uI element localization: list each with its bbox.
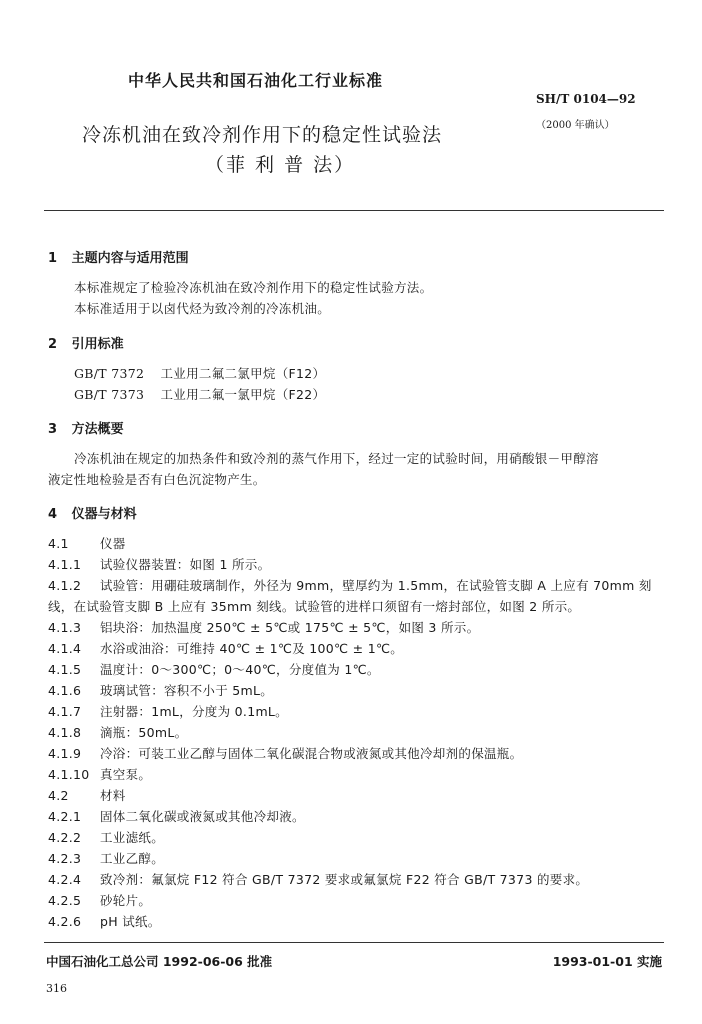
clause-text: 工业滤纸。 — [100, 830, 165, 845]
standard-code: SH/T 0104—92 — [536, 92, 636, 106]
clause-4-1-7 — [48, 702, 288, 720]
clause-4-1-3 — [48, 618, 479, 636]
clause-number: 4.1.4 — [48, 641, 82, 656]
clause-4-2-6 — [48, 912, 161, 930]
clause-4-1-5 — [48, 660, 380, 678]
clause-text: 滴瓶：50mL。 — [100, 725, 188, 740]
clause-4-2-5 — [48, 891, 151, 909]
confirmation-note: （2000 年确认） — [536, 120, 615, 131]
clause-number: 4.2.1 — [48, 809, 82, 824]
clause-text: 工业乙醇。 — [100, 851, 165, 866]
clause-number: 4.2.5 — [48, 893, 82, 908]
section-2-heading — [48, 333, 124, 352]
section-title: 主题内容与适用范围 — [71, 251, 189, 266]
reference-item — [74, 364, 325, 382]
clause-text: 试验管：用硼硅玻璃制作，外径为 9mm，壁厚约为 1.5mm，在试验管支脚 A 上应有 70mm 刻 — [100, 578, 652, 593]
clause-4-2-3 — [48, 849, 164, 867]
clause-4-2-1 — [48, 807, 305, 825]
reference-title: 工业用二氟一氯甲烷（F22） — [160, 387, 326, 402]
section-title: 引用标准 — [71, 337, 124, 352]
approval-line: 中国石油化工总公司 1992-06-06 批准 — [46, 954, 273, 969]
clause-4-1-6 — [48, 681, 273, 699]
section-title: 仪器与材料 — [71, 507, 137, 522]
clause-number: 4.1.10 — [48, 767, 90, 782]
clause-number: 4.1 — [48, 536, 69, 551]
reference-code: GB/T 7373 — [74, 387, 145, 402]
document-title: 冷冻机油在致冷剂作用下的稳定性试验法 — [82, 124, 443, 146]
clause-4-1-10 — [48, 765, 151, 783]
clause-number: 4.2.6 — [48, 914, 82, 929]
issuer-title: 中华人民共和国石油化工行业标准 — [128, 71, 384, 90]
clause-4-1-1 — [48, 555, 270, 573]
section-number: 4 — [48, 507, 58, 522]
reference-title: 工业用二氟二氯甲烷（F12） — [160, 366, 326, 381]
clause-number: 4.2.4 — [48, 872, 82, 887]
clause-text: 仪器 — [100, 536, 126, 551]
section-number: 1 — [48, 251, 58, 266]
footer-rule — [44, 942, 664, 943]
clause-4-1-8 — [48, 723, 187, 741]
clause-text: 水浴或油浴：可维持 40℃ ± 1℃及 100℃ ± 1℃。 — [100, 641, 404, 656]
reference-code: GB/T 7372 — [74, 366, 145, 381]
section-3-heading — [48, 418, 124, 437]
document-subtitle: （菲 利 普 法） — [205, 154, 356, 176]
clause-text: 试验仪器装置：如图 1 所示。 — [100, 557, 271, 572]
clause-number: 4.1.7 — [48, 704, 82, 719]
paragraph: 液定性地检验是否有白色沉淀物产生。 — [48, 472, 266, 487]
page-number: 316 — [46, 982, 67, 995]
paragraph: 本标准规定了检验冷冻机油在致冷剂作用下的稳定性试验方法。 — [74, 280, 433, 295]
clause-text: 真空泵。 — [100, 767, 152, 782]
header-rule — [44, 210, 664, 211]
clause-text: 线，在试验管支脚 B 上应有 35mm 刻线。试验管的进样口须留有一熔封部位，如图 2 所示。 — [48, 599, 581, 614]
clause-number: 4.1.9 — [48, 746, 82, 761]
clause-text: 玻璃试管：容积不小于 5mL。 — [100, 683, 274, 698]
clause-number: 4.1.6 — [48, 683, 82, 698]
clause-text: 砂轮片。 — [100, 893, 152, 908]
clause-number: 4.1.3 — [48, 620, 82, 635]
clause-4-1-2-continued — [48, 597, 580, 615]
clause-text: pH 试纸。 — [100, 914, 161, 929]
clause-text: 材料 — [100, 788, 126, 803]
clause-4-2-2 — [48, 828, 164, 846]
clause-number: 4.1.8 — [48, 725, 82, 740]
paragraph: 本标准适用于以卤代烃为致冷剂的冷冻机油。 — [74, 301, 331, 316]
implementation-date: 1993-01-01 实施 — [552, 954, 662, 969]
clause-4-1-4 — [48, 639, 403, 657]
clause-number: 4.1.2 — [48, 578, 82, 593]
paragraph: 冷冻机油在规定的加热条件和致冷剂的蒸气作用下，经过一定的试验时间，用硝酸银－甲醇溶 — [74, 451, 599, 466]
clause-number: 4.1.1 — [48, 557, 82, 572]
section-number: 2 — [48, 337, 58, 352]
clause-number: 4.2.2 — [48, 830, 82, 845]
clause-4-1-9 — [48, 744, 522, 762]
clause-4-1-2 — [48, 576, 652, 594]
clause-text: 铝块浴：加热温度 250℃ ± 5℃或 175℃ ± 5℃，如图 3 所示。 — [100, 620, 480, 635]
clause-number: 4.2.3 — [48, 851, 82, 866]
clause-text: 冷浴：可装工业乙醇与固体二氧化碳混合物或液氮或其他冷却剂的保温瓶。 — [100, 746, 523, 761]
section-1-heading — [48, 247, 189, 266]
section-number: 3 — [48, 422, 58, 437]
clause-text: 固体二氧化碳或液氮或其他冷却液。 — [100, 809, 305, 824]
clause-4-2-4 — [48, 870, 588, 888]
clause-text: 致冷剂：氟氯烷 F12 符合 GB/T 7372 要求或氟氯烷 F22 符合 GB/T 7373 的要求。 — [100, 872, 589, 887]
clause-number: 4.2 — [48, 788, 69, 803]
clause-number: 4.1.5 — [48, 662, 82, 677]
clause-text: 温度计：0～300℃；0～40℃，分度值为 1℃。 — [100, 662, 380, 677]
clause-4-2 — [48, 786, 126, 804]
section-4-heading — [48, 503, 137, 522]
clause-4-1 — [48, 534, 126, 552]
clause-text: 注射器：1mL，分度为 0.1mL。 — [100, 704, 288, 719]
section-title: 方法概要 — [71, 422, 124, 437]
reference-item — [74, 385, 325, 403]
